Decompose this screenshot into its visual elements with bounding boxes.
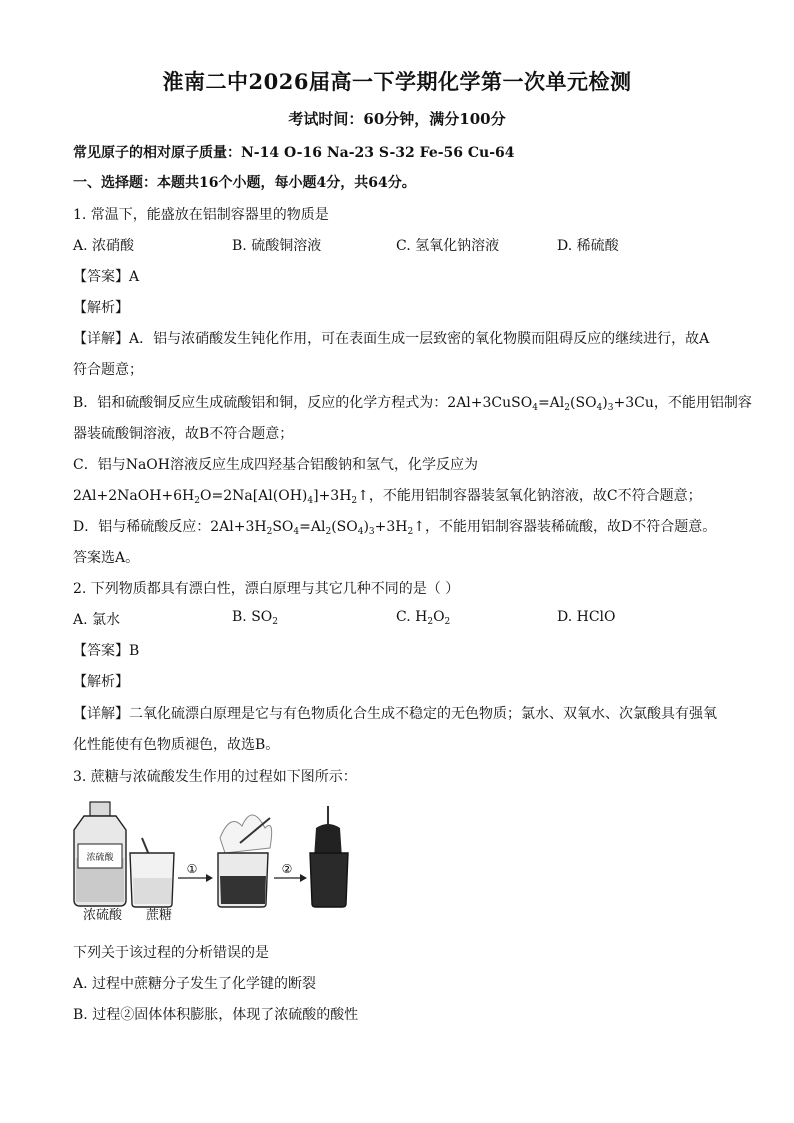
q1-detail-a-line1: 【详解】A．铝与浓硝酸发生钝化作用，可在表面生成一层致密的氧化物膜而阻碍反应的继续进行，故A bbox=[73, 331, 710, 347]
q1-option-d: D. 稀硫酸 bbox=[557, 238, 619, 254]
q3-option-a: A. 过程中蔗糖分子发生了化学键的断裂 bbox=[73, 976, 317, 992]
q1-detail-a-line2: 符合题意； bbox=[73, 362, 143, 378]
q3-option-b: B. 过程②固体体积膨胀，体现了浓硫酸的酸性 bbox=[73, 1007, 359, 1023]
svg-text:②: ② bbox=[281, 862, 293, 876]
q1-answer: 【答案】A bbox=[73, 269, 140, 285]
q1-option-b: B. 硫酸铜溶液 bbox=[232, 238, 322, 254]
q2-answer: 【答案】B bbox=[73, 643, 140, 659]
bottle-label: 浓硫酸 bbox=[86, 853, 114, 863]
q1-detail-c-line2: $2Al+2NaOH+6H_2O=2Na[Al(OH)_4]+3H_2↑$，不能用铝制容器装氢氧化钠溶液，故C不符合题意； bbox=[73, 488, 702, 506]
q3-question: 下列关于该过程的分析错误的是 bbox=[73, 945, 269, 961]
figure-caption-sugar: 蔗糖 bbox=[146, 908, 173, 923]
figure-caption-acid: 浓硫酸 bbox=[83, 908, 123, 923]
q2-detail-line1: 【详解】二氧化硫漂白原理是它与有色物质化合生成不稳定的无色物质；氯水、双氧水、次氯酸具有强氧 bbox=[73, 706, 717, 722]
q2-option-c: C. $H_2O_2$ bbox=[396, 609, 451, 627]
sugar-beaker bbox=[130, 838, 174, 907]
step-2-arrow bbox=[274, 862, 307, 882]
step-1-arrow bbox=[178, 862, 213, 882]
section-heading: 一、选择题：本题共16个小题，每小题4分，共64分。 bbox=[73, 175, 416, 191]
q2-option-b: B. $SO_2$ bbox=[232, 609, 278, 627]
q1-detail-c-line1: C．铝与NaOH溶液反应生成四羟基合铝酸钠和氢气，化学反应为 bbox=[73, 457, 478, 473]
q1-conclusion: 答案选A。 bbox=[73, 550, 140, 566]
carbon-column-beaker bbox=[310, 806, 348, 907]
q1-analysis-label: 【解析】 bbox=[73, 300, 129, 316]
q1-detail-d: D．铝与稀硫酸反应：$2Al+3H_2SO_4=Al_2(SO_4)_3+3H_2↑$，不能用铝制容器装稀硫酸，故D不符合题意。 bbox=[73, 519, 717, 537]
q2-analysis-label: 【解析】 bbox=[73, 674, 129, 690]
atomic-masses: 常见原子的相对原子质量：N-14 O-16 Na-23 S-32 Fe-56 Cu-64 bbox=[73, 145, 515, 161]
exam-info: 考试时间：60分钟，满分100分 bbox=[288, 110, 506, 128]
reaction-beaker bbox=[218, 815, 272, 907]
q1-option-a: A. 浓硝酸 bbox=[73, 238, 135, 254]
q2-option-d: D. HClO bbox=[557, 609, 616, 625]
question-1-stem: 1. 常温下，能盛放在铝制容器里的物质是 bbox=[73, 207, 329, 223]
q2-detail-line2: 化性能使有色物质褪色，故选B。 bbox=[73, 737, 280, 753]
acid-bottle bbox=[74, 802, 126, 906]
q2-option-a: A. 氯水 bbox=[73, 612, 121, 628]
question-2-stem: 2. 下列物质都具有漂白性，漂白原理与其它几种不同的是（ ） bbox=[73, 581, 460, 597]
q1-option-c: C. 氢氧化钠溶液 bbox=[396, 238, 500, 254]
page-title: 淮南二中2026届高一下学期化学第一次单元检测 bbox=[162, 69, 632, 94]
q1-detail-b-line2: 器装硫酸铜溶液，故B不符合题意； bbox=[73, 426, 294, 442]
question-3-stem: 3. 蔗糖与浓硫酸发生作用的过程如下图所示： bbox=[73, 769, 357, 785]
svg-text:①: ① bbox=[186, 862, 198, 876]
q1-detail-b-line1: B．铝和硫酸铜反应生成硫酸铝和铜，反应的化学方程式为：$2Al+3CuSO_4=Al_2(SO_4)_3+3Cu$，不能用铝制容 bbox=[73, 395, 752, 413]
